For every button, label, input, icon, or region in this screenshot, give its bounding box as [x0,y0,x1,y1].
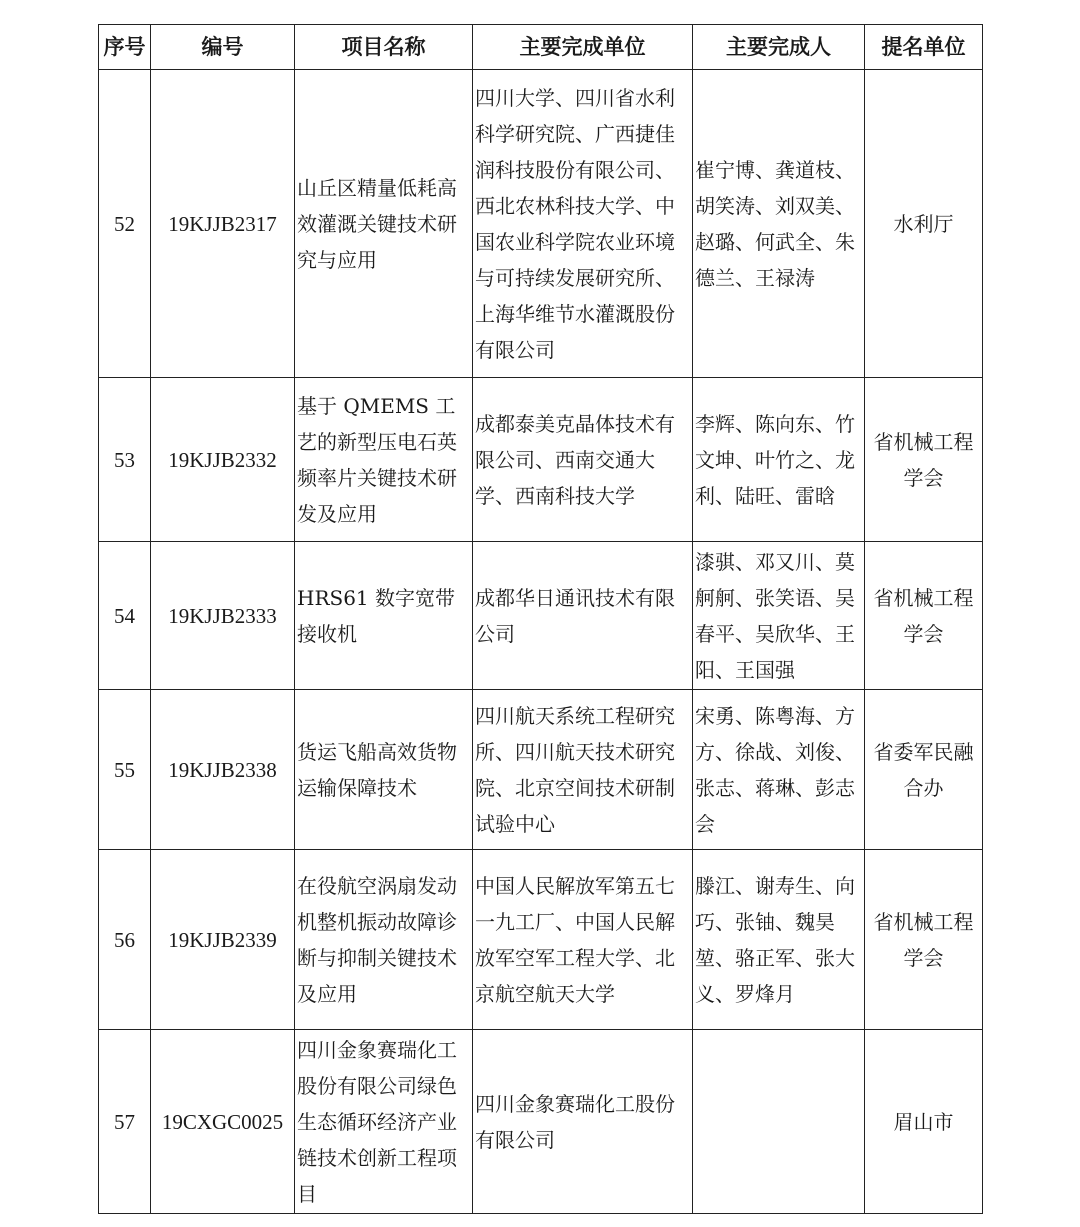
cell-main-units: 成都泰美克晶体技术有限公司、西南交通大学、西南科技大学 [473,378,693,542]
award-table [98,24,983,1214]
cell-seq: 52 [99,70,151,378]
cell-nominator: 水利厅 [865,70,983,378]
cell-main-units: 四川金象赛瑞化工股份有限公司 [473,1030,693,1214]
table-row [99,70,983,378]
cell-code: 19KJJB2333 [151,542,295,690]
cell-main-units: 成都华日通讯技术有限公司 [473,542,693,690]
cell-nominator: 眉山市 [865,1030,983,1214]
header-seq: 序号 [99,25,151,70]
cell-project-name: 在役航空涡扇发动机整机振动故障诊断与抑制关键技术及应用 [295,850,473,1030]
cell-code: 19KJJB2338 [151,690,295,850]
cell-code: 19CXGC0025 [151,1030,295,1214]
cell-seq: 57 [99,1030,151,1214]
header-project-name: 项目名称 [295,25,473,70]
cell-seq: 53 [99,378,151,542]
cell-main-people: 宋勇、陈粤海、方方、徐战、刘俊、张志、蒋琳、彭志会 [693,690,865,850]
cell-project-name: 货运飞船高效货物运输保障技术 [295,690,473,850]
header-main-units: 主要完成单位 [473,25,693,70]
cell-nominator: 省机械工程学会 [865,542,983,690]
cell-main-people: 李辉、陈向东、竹文坤、叶竹之、龙利、陆旺、雷晗 [693,378,865,542]
header-nominator: 提名单位 [865,25,983,70]
cell-nominator: 省机械工程学会 [865,850,983,1030]
cell-nominator: 省委军民融合办 [865,690,983,850]
cell-main-people: 漆骐、邓又川、莫舸舸、张笑语、吴春平、吴欣华、王阳、王国强 [693,542,865,690]
cell-seq: 55 [99,690,151,850]
table-row [99,542,983,690]
cell-main-units: 中国人民解放军第五七一九工厂、中国人民解放军空军工程大学、北京航空航天大学 [473,850,693,1030]
cell-seq: 54 [99,542,151,690]
cell-project-name: 四川金象赛瑞化工股份有限公司绿色生态循环经济产业链技术创新工程项目 [295,1030,473,1214]
cell-code: 19KJJB2317 [151,70,295,378]
cell-seq: 56 [99,850,151,1030]
cell-project-name: HRS61 数字宽带接收机 [295,542,473,690]
header-row [99,25,983,70]
cell-code: 19KJJB2332 [151,378,295,542]
cell-main-people: 崔宁博、龚道枝、胡笑涛、刘双美、赵璐、何武全、朱德兰、王禄涛 [693,70,865,378]
cell-nominator: 省机械工程学会 [865,378,983,542]
cell-code: 19KJJB2339 [151,850,295,1030]
table-row [99,1030,983,1214]
cell-main-units: 四川航天系统工程研究所、四川航天技术研究院、北京空间技术研制试验中心 [473,690,693,850]
table-row [99,850,983,1030]
table-row [99,378,983,542]
cell-main-people: 滕江、谢寿生、向巧、张铀、魏昊堃、骆正军、张大义、罗烽月 [693,850,865,1030]
cell-project-name: 基于 QMEMS 工艺的新型压电石英频率片关键技术研发及应用 [295,378,473,542]
header-code: 编号 [151,25,295,70]
cell-project-name: 山丘区精量低耗高效灌溉关键技术研究与应用 [295,70,473,378]
cell-main-people [693,1030,865,1214]
cell-main-units: 四川大学、四川省水利科学研究院、广西捷佳润科技股份有限公司、西北农林科技大学、中国农业科学院农业环境与可持续发展研究所、上海华维节水灌溉股份有限公司 [473,70,693,378]
header-main-people: 主要完成人 [693,25,865,70]
table-row [99,690,983,850]
